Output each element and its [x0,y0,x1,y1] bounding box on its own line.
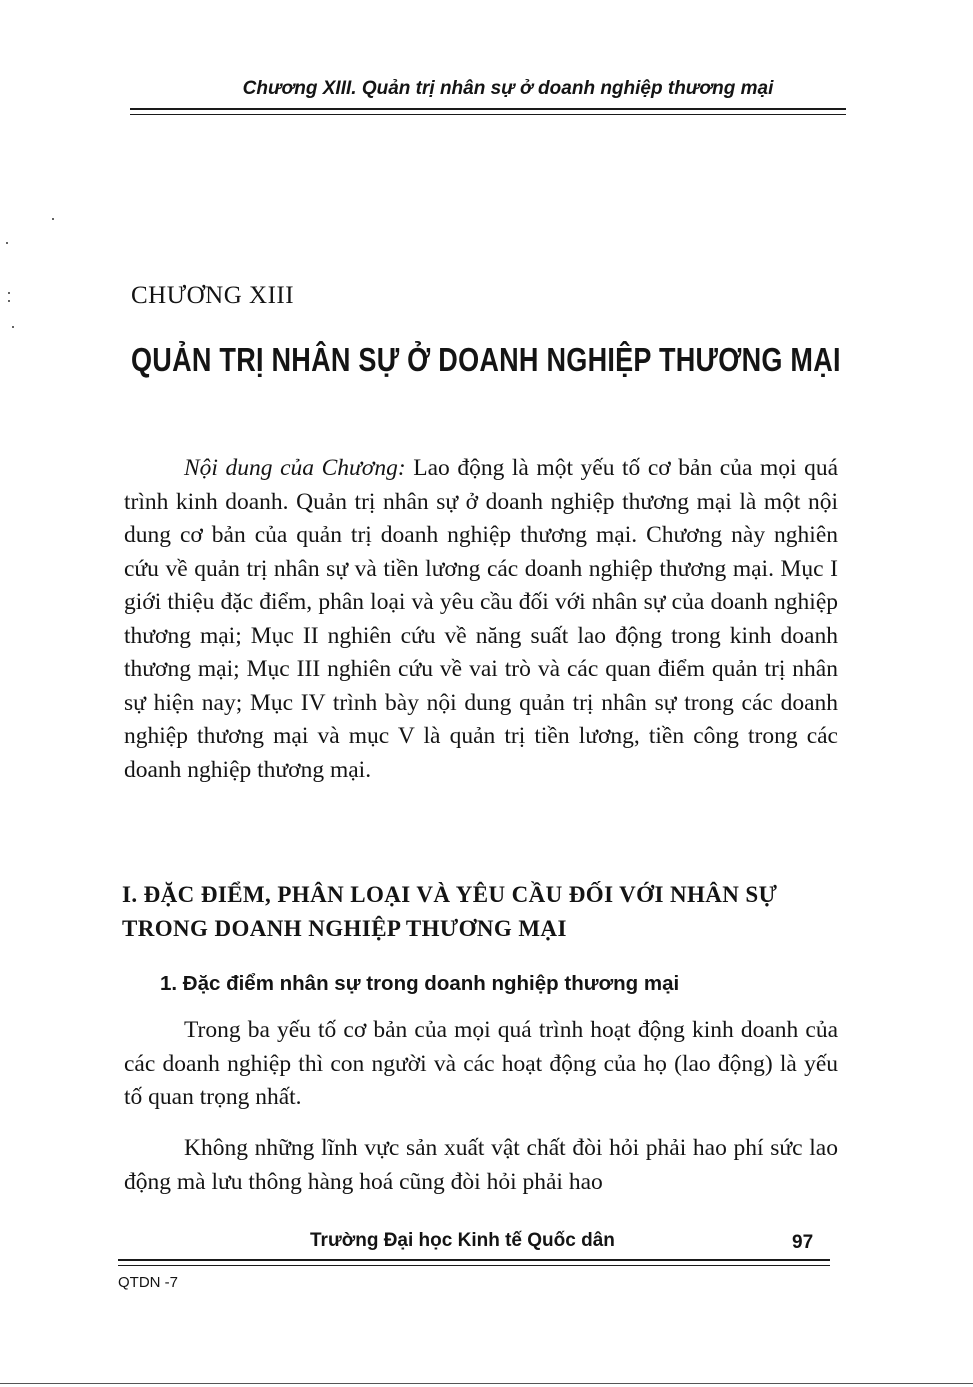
footer-rule-thin [118,1265,830,1266]
header-rule-thin [130,114,846,115]
printer-signature: QTDN -7 [118,1274,178,1291]
subsection-heading: 1. Đặc điểm nhân sự trong doanh nghiệp thương mại [160,972,680,995]
scan-speck [12,326,14,328]
scan-speck [8,300,10,302]
scan-speck [8,292,10,294]
chapter-title: QUẢN TRỊ NHÂN SỰ Ở DOANH NGHIỆP THƯƠNG MẠI [131,341,841,378]
running-footer: Trường Đại học Kinh tế Quốc dân [310,1230,615,1251]
footer-rule-thick [118,1259,830,1261]
scan-speck [6,242,8,244]
chapter-intro-paragraph [124,452,838,787]
scan-edge-line [0,1383,973,1384]
page-number: 97 [792,1232,814,1253]
scan-speck [52,218,54,220]
header-rule-thick [130,108,846,110]
intro-label: Nội dung của Chương: [184,455,406,481]
running-header: Chương XIII. Quản trị nhân sự ở doanh nghiệp thương mại [242,78,774,99]
intro-text: Lao động là một yếu tố cơ bản của mọi quá trình kinh doanh. Quản trị nhân sự ở doanh nghiệp thương mại là một nội dung cơ bản của quản trị doanh nghiệp thương mại. Chương này nghiên cứu về quản trị nhân sự và tiền lương các doanh nghiệp thương mại. Mục I giới thiệu đặc điểm, phân loại và yêu cầu đối với nhân sự của doanh nghiệp thương mại; Mục II nghiên cứu về năng suất lao động trong kinh doanh thương mại; Mục III nghiên cứu về vai trò và các quan điểm quản trị nhân sự hiện nay; Mục IV trình bày nội dung quản trị nhân sự trong các doanh nghiệp thương mại và mục V là quản trị tiền lương, tiền công trong các doanh nghiệp thương mại. [124,455,838,783]
body-paragraph: Không những lĩnh vực sản xuất vật chất đòi hỏi phải hao phí sức lao động mà lưu thông hàng hoá cũng đòi hỏi phải hao [124,1135,838,1195]
body-paragraph: Trong ba yếu tố cơ bản của mọi quá trình hoạt động kinh doanh của các doanh nghiệp thì con người và các hoạt động của họ (lao động) là yếu tố quan trọng nhất. [124,1017,838,1110]
section-heading: I. ĐẶC ĐIỂM, PHÂN LOẠI VÀ YÊU CẦU ĐỐI VỚI NHÂN SỰ TRONG DOANH NGHIỆP THƯƠNG MẠI [122,882,778,941]
chapter-number: CHƯƠNG XIII [131,282,295,309]
